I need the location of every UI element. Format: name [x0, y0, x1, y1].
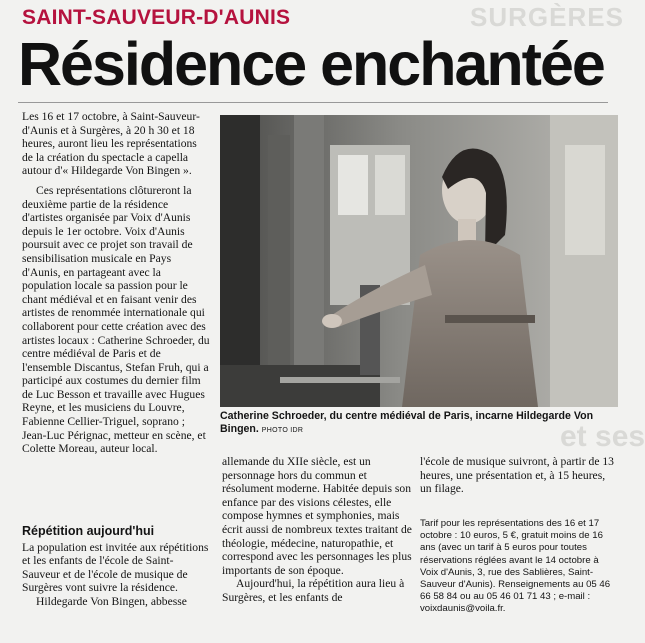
- section-kicker: SAINT-SAUVEUR-D'AUNIS: [22, 6, 291, 29]
- practical-info-box: Tarif pour les représentations des 16 et 17 octobre : 10 euros, 5 €, gratuit moins de 16 ans (avec un tarif à 5 euros pour toutes réservations réglées avant le 14 octobre à Voix d'Aunis, 3, rue des Sablières, Saint-Sauveur d'Aunis). Renseignements au 05 46 66 58 84 ou au 05 46 01 71 43 ; e-mail : voixdaunis@voila.fr.: [420, 518, 611, 615]
- paragraph-population: La population est invitée aux répétitions et les enfants de l'école de Saint-Sauveur et de l'école de musique de Surgères vont suivre la résidence.: [22, 540, 209, 595]
- headline: Résidence enchantée: [18, 30, 604, 98]
- article-column-2: [222, 455, 412, 605]
- paragraph-rehearsal: Aujourd'hui, la répétition aura lieu à Surgères, et les enfants de: [222, 577, 405, 604]
- photo-caption: [220, 410, 618, 437]
- headline-divider: [18, 102, 608, 103]
- article-photo: [220, 115, 618, 407]
- paragraph-intro: Les 16 et 17 octobre, à Saint-Sauveur-d'Aunis et à Surgères, à 20 h 30 et 18 heures, auront lieu les représentations de la création du spectacle a capella autour d'« Hildegarde Von Bingen ».: [22, 110, 200, 178]
- paragraph-school: l'école de musique suivront, à partir de 13 heures, une présentation et, à 15 heures, un filage.: [420, 455, 614, 496]
- caption-text: Catherine Schroeder, du centre médiéval de Paris, incarne Hildegarde Von Bingen.: [220, 410, 594, 435]
- paragraph-hildegarde-start: Hildegarde Von Bingen, abbesse: [36, 594, 187, 608]
- article-column-3: [420, 455, 615, 496]
- article-column-1: [22, 110, 210, 456]
- photo-illustration: [220, 115, 618, 407]
- photo-credit: PHOTO IDR: [261, 427, 304, 434]
- article-column-1-bottom: [22, 525, 210, 609]
- bleed-through-top: SURGÈRES: [470, 2, 624, 32]
- subhead-repetition: Répétition aujourd'hui: [22, 524, 155, 538]
- paragraph-residence: Ces représentations clôtureront la deuxième partie de la résidence d'artistes organisée par Voix d'Aunis depuis le 1er octobre. Voix d'Aunis poursuit avec ce projet son travail de sensibilisation musicale en Pays d'Aunis, en partageant avec la population locale sa passion pour le chant médiéval et en faisant venir des artistes de renommée internationale qui collaborent pour cette création avec des artistes locaux : Catherine Schroeder, du centre médiéval de Paris et de l'ensemble Discantus, Stefan Fruh, qui a participé aux costumes du dernier film de Luc Besson et travaille avec Hugues Reyne, et les musiciens du Louvre, Fabienne Cellier-Triguel, soprano ; Jean-Luc Pérignac, metteur en scène, et Colette Moreau, auteur local.: [22, 183, 210, 456]
- paragraph-hildegarde-bio: allemande du XIIe siècle, est un personnage hors du commun et résolument moderne. Habitée depuis son enfance par des visions célestes, elle compose hymnes et symphonies, mais écrit aussi de nombreux textes traitant de théologie, médecine, naturopathie, et correspond avec les personnages les plus importants de son époque.: [222, 455, 412, 577]
- bleed-through-right: et ses: [560, 420, 645, 453]
